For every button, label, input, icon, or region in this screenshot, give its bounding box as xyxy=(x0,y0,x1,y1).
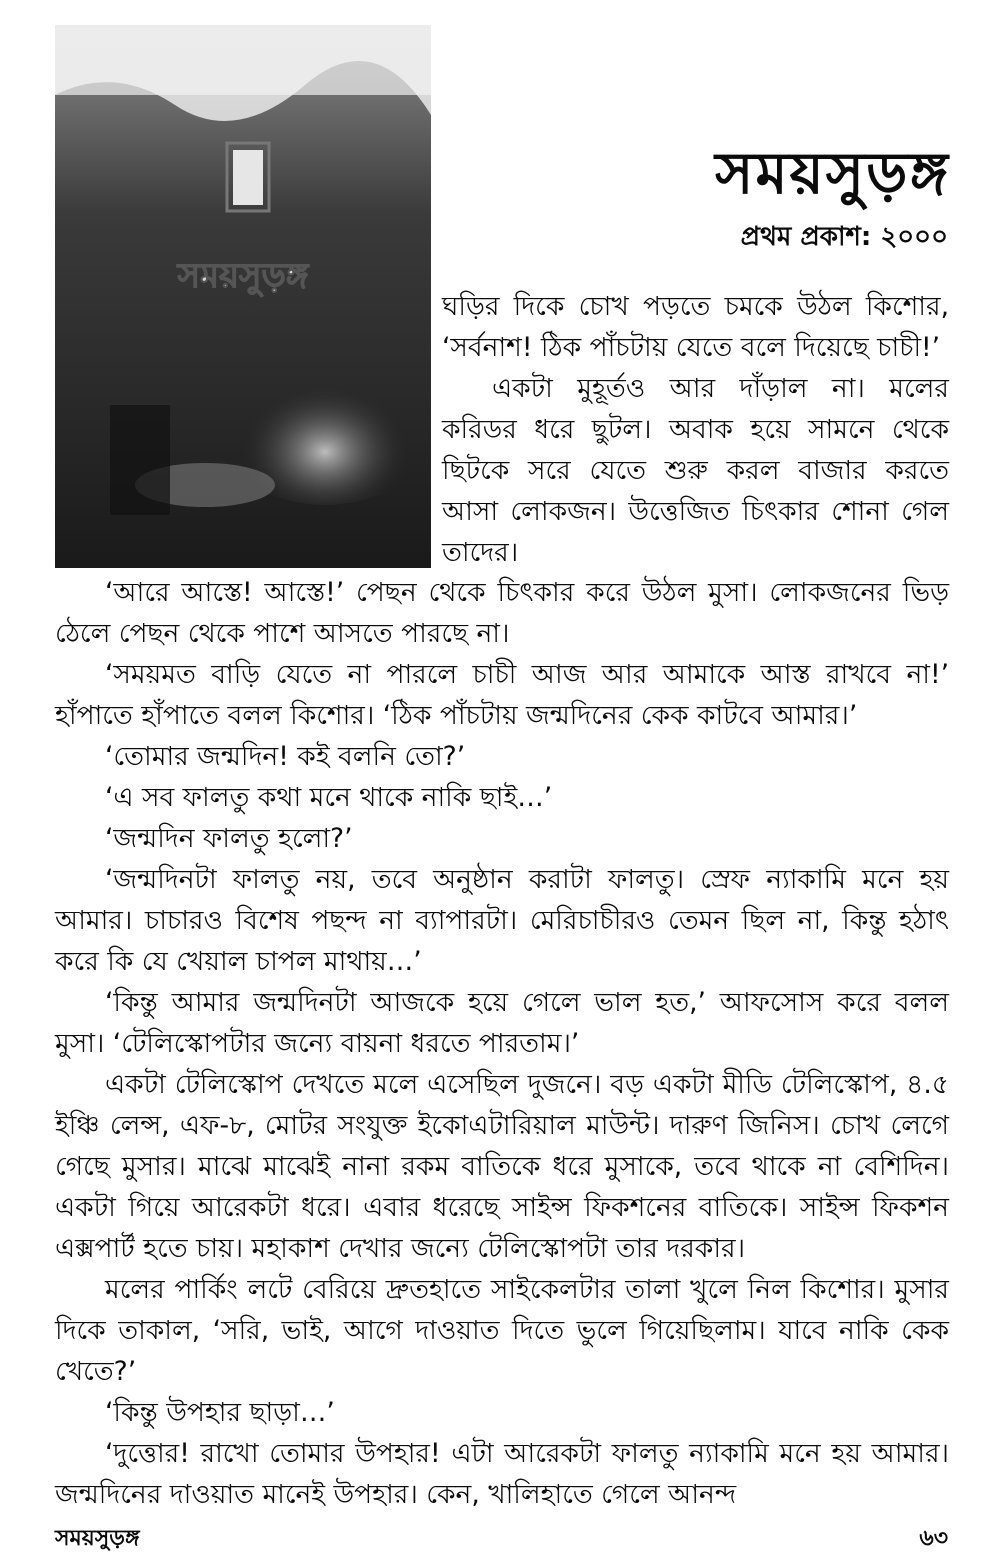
cover-title-text: সময়সুড়ঙ্গ xyxy=(177,256,309,296)
paragraph: ‘আরে আস্তে! আস্তে!’ পেছন থেকে চিৎকার করে উঠল মুসা। লোকজনের ভিড় ঠেলে পেছন থেকে পাশে আসতে পারছে না। xyxy=(55,577,949,649)
cover-lit-window xyxy=(233,150,263,205)
paragraph: ‘দুত্তোর! রাখো তোমার উপহার! এটা আরেকটা ফালতু ন্যাকামি মনে হয় আমার। জন্মদিনের দাওয়াত মানেই উপহার। কেন, খালিহাতে গেলে আনন্দ xyxy=(55,1438,949,1510)
paragraph: ‘এ সব ফালতু কথা মনে থাকে নাকি ছাই…’ xyxy=(105,782,553,813)
text-beside-cover xyxy=(442,286,949,573)
main-text-body xyxy=(55,572,949,1515)
paragraph: মলের পার্কিং লটে বেরিয়ে দ্রুতহাতে সাইকেলটার তালা খুলে নিল কিশোর। মুসার দিকে তাকাল, ‘সরি, ভাই, আগে দাওয়াত দিতে ভুলে গিয়েছিলাম। যাবে নাকি কেক খেতে?’ xyxy=(55,1274,949,1387)
paragraph: ‘সময়মত বাড়ি যেতে না পারলে চাচী আজ আর আমাকে আস্ত রাখবে না!’ হাঁপাতে হাঁপাতে বলল কিশোর। ‘ঠিক পাঁচটায় জন্মদিনের কেক কাটবে আমার।’ xyxy=(55,659,949,731)
paragraph: ‘কিন্তু উপহার ছাড়া…’ xyxy=(105,1397,335,1428)
cover-illustration xyxy=(55,25,431,568)
paragraph: ‘কিন্তু আমার জন্মদিনটা আজকে হয়ে গেলে ভাল হত,’ আফসোস করে বলল মুসা। ‘টেলিস্কোপটার জন্যে বায়না ধরতে পারতাম।’ xyxy=(55,987,949,1059)
running-footer-title: সময়সুড়ঙ্গ xyxy=(55,1526,140,1551)
paragraph: একটা টেলিস্কোপ দেখতে মলে এসেছিল দুজনে। বড় একটা মীডি টেলিস্কোপ, ৪.৫ ইঞ্চি লেন্স, এফ-৮, মোটর সংযুক্ত ইকোএটারিয়াল মাউন্ট। দারুণ জিনিস। চোখ লেগে গেছে মুসার। মাঝে মাঝেই নানা রকম বাতিকে ধরে মুসাকে, তবে থাকে না বেশিদিন। একটা গিয়ে আরেকটা ধরে। এবার ধরেছে সাইন্স ফিকশনের বাতিকে। সাইন্স ফিকশন এক্সপার্ট হতে চায়। মহাকাশ দেখার জন্যে টেলিস্কোপটা তার দরকার। xyxy=(55,1069,949,1264)
paragraph: ‘জন্মদিন ফালতু হলো?’ xyxy=(105,823,353,854)
first-publication-note: প্রথম প্রকাশ: ২০০০ xyxy=(740,222,948,252)
page-number: ৬৩ xyxy=(919,1526,948,1551)
chapter-title: সময়সুড়ঙ্গ xyxy=(715,139,950,207)
paragraph: ‘তোমার জন্মদিন! কই বলনি তো?’ xyxy=(105,741,466,772)
paragraph-right-2: একটা মুহূর্তও আর দাঁড়াল না। মলের করিডর ধরে ছুটল। অবাক হয়ে সামনে থেকে ছিটকে সরে যেতে শুরু করল বাজার করতে আসা লোকজন। উত্তেজিত চিৎকার শোনা গেল তাদের। xyxy=(442,373,949,568)
paragraph: ‘জন্মদিনটা ফালতু নয়, তবে অনুষ্ঠান করাটা ফালতু। স্রেফ ন্যাকামি মনে হয় আমার। চাচারও বিশেষ পছন্দ না ব্যাপারটা। মেরিচাচীরও তেমন ছিল না, কিন্তু হঠাৎ করে কি যে খেয়াল চাপল মাথায়…’ xyxy=(55,864,949,977)
paragraph-right-1: ঘড়ির দিকে চোখ পড়তে চমকে উঠল কিশোর, ‘সর্বনাশ! ঠিক পাঁচটায় যেতে বলে দিয়েছে চাচী!’ xyxy=(442,291,949,363)
book-cover-image xyxy=(55,25,431,568)
